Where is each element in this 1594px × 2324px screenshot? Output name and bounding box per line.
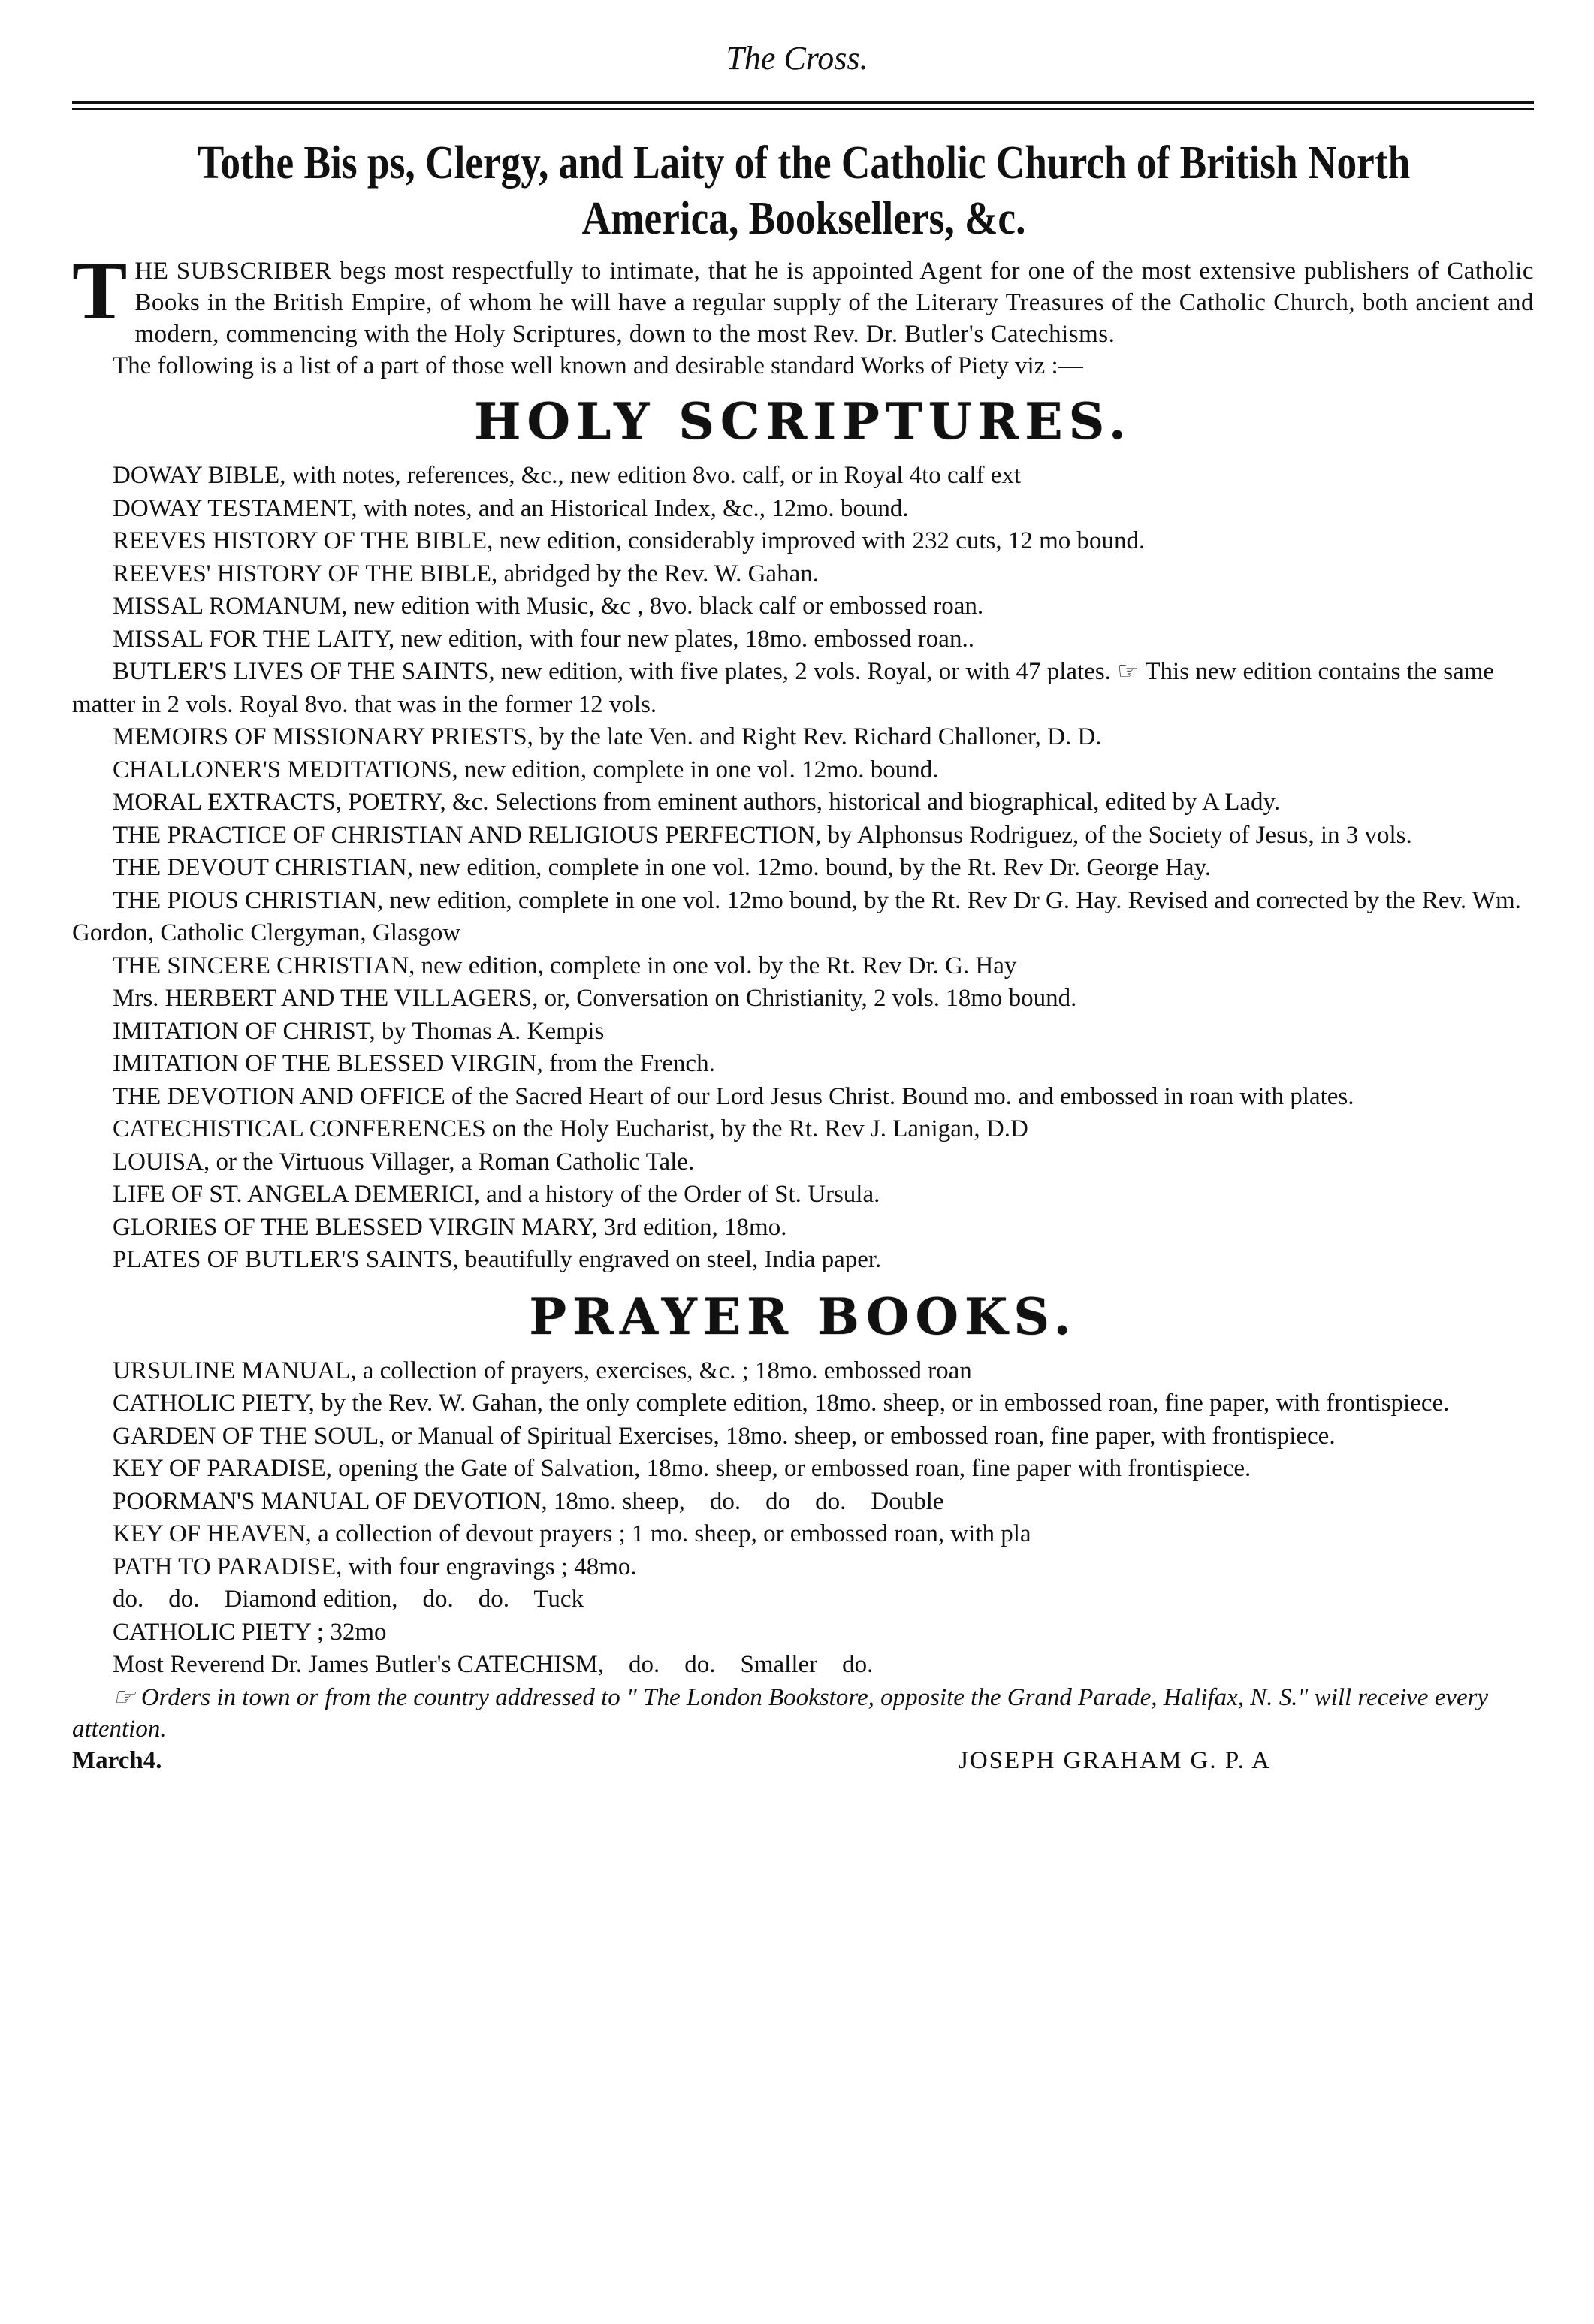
book-entry: THE DEVOTION AND OFFICE of the Sacred Heart of our Lord Jesus Christ. Bound mo. and embossed in roan with plates. — [113, 1082, 1354, 1110]
advertisement-title: Tothe Bis ps, Clergy, and Laity of the Catholic Church of British North America, Booksellers, &c. — [197, 137, 1411, 244]
book-entry: KEY OF PARADISE, opening the Gate of Salvation, 18mo. sheep, or embossed roan, fine paper with frontispiece. — [113, 1455, 1251, 1482]
holy-scriptures-list — [72, 460, 1534, 1277]
book-entry: LIFE OF ST. ANGELA DEMERICI, and a history of the Order of St. Ursula. — [113, 1181, 880, 1208]
book-entry: MISSAL ROMANUM, new edition with Music, &c , 8vo. black calf or embossed roan. — [113, 593, 984, 620]
book-entry: REEVES' HISTORY OF THE BIBLE, abridged by the Rev. W. Gahan. — [113, 560, 819, 587]
advert-date: March4. — [72, 1746, 162, 1774]
book-entry: DOWAY BIBLE, with notes, references, &c., new edition 8vo. calf, or in Royal 4to calf ext — [113, 462, 1022, 489]
book-entry: GARDEN OF THE SOUL, or Manual of Spiritual Exercises, 18mo. sheep, or embossed roan, fine paper, with frontispiece. — [113, 1422, 1336, 1450]
masthead: The Cross. — [726, 40, 868, 77]
section-heading-holy-scriptures: HOLY SCRIPTURES. — [474, 392, 1132, 451]
book-entry: PLATES OF BUTLER'S SAINTS, beautifully engraved on steel, India paper. — [113, 1246, 882, 1273]
signature-row — [72, 1745, 1534, 1778]
masthead-rule-thick — [72, 101, 1534, 104]
book-entry: CHALLONER'S MEDITATIONS, new edition, complete in one vol. 12mo. bound. — [113, 756, 939, 783]
intro-paragraph — [72, 245, 1534, 350]
book-entry: POORMAN'S MANUAL OF DEVOTION, 18mo. sheep, do. do do. Double — [113, 1487, 944, 1515]
masthead-rule-thin — [72, 108, 1534, 110]
book-entry: CATHOLIC PIETY, by the Rev. W. Gahan, the only complete edition, 18mo. sheep, or in embossed roan, fine paper, with frontispiece. — [113, 1390, 1450, 1417]
book-entry: do. do. Diamond edition, do. do. Tuck — [113, 1586, 584, 1613]
intro-text: HE SUBSCRIBER begs most respectfully to intimate, that he is appointed Agent for one of the most extensive publishers of Catholic Books in the British Empire, of whom he will have a regular supply of the Literary Treasures of the Catholic Church, both ancient and modern, commencing with the Holy Scriptures, down to the most Rev. Dr. Butler's Catechisms. — [134, 258, 1534, 348]
advertisement-body — [72, 245, 1534, 1778]
book-entry: KEY OF HEAVEN, a collection of devout prayers ; 1 mo. sheep, or embossed roan, with pla — [113, 1520, 1031, 1547]
book-entry: IMITATION OF THE BLESSED VIRGIN, from the French. — [113, 1050, 715, 1077]
section-heading-prayer-books: PRAYER BOOKS. — [529, 1287, 1077, 1346]
book-entry: LOUISA, or the Virtuous Villager, a Roman Catholic Tale. — [113, 1148, 695, 1176]
book-entry: DOWAY TESTAMENT, with notes, and an Historical Index, &c., 12mo. bound. — [113, 494, 909, 522]
book-entry: CATECHISTICAL CONFERENCES on the Holy Eucharist, by the Rt. Rev J. Lanigan, D.D — [113, 1115, 1028, 1142]
drop-cap: T — [72, 245, 128, 337]
prayer-books-list — [72, 1355, 1534, 1649]
book-entry: URSULINE MANUAL, a collection of prayers, exercises, &c. ; 18mo. embossed roan — [113, 1357, 972, 1384]
book-entry: GLORIES OF THE BLESSED VIRGIN MARY, 3rd edition, 18mo. — [113, 1213, 787, 1241]
book-entry: THE PIOUS CHRISTIAN, new edition, complete in one vol. 12mo bound, by the Rt. Rev Dr G. Hay. Revised and corrected by the Rev. Wm. Gordon, Catholic Clergyman, Glasgow — [72, 886, 1528, 946]
book-entry: BUTLER'S LIVES OF THE SAINTS, new edition, with five plates, 2 vols. Royal, or with 47 plates. ☞ This new edition contains the same matter in 2 vols. Royal 8vo. that was in the former 12 vols. — [72, 658, 1501, 718]
catechism-entry: Most Reverend Dr. James Butler's CATECHISM, do. do. Smaller do. — [113, 1651, 874, 1678]
book-entry: REEVES HISTORY OF THE BIBLE, new edition, considerably improved with 232 cuts, 12 mo bound. — [113, 527, 1146, 554]
book-entry: Mrs. HERBERT AND THE VILLAGERS, or, Conversation on Christianity, 2 vols. 18mo bound. — [113, 985, 1077, 1012]
book-entry: PATH TO PARADISE, with four engravings ; 48mo. — [113, 1553, 637, 1580]
book-entry: MORAL EXTRACTS, POETRY, &c. Selections from eminent authors, historical and biographical, edited by A Lady. — [113, 789, 1281, 816]
book-entry: THE DEVOUT CHRISTIAN, new edition, complete in one vol. 12mo. bound, by the Rt. Rev Dr. George Hay. — [113, 854, 1212, 881]
agent-signature: JOSEPH GRAHAM G. P. A — [959, 1746, 1272, 1774]
book-entry: THE SINCERE CHRISTIAN, new edition, complete in one vol. by the Rt. Rev Dr. G. Hay — [113, 952, 1017, 979]
book-entry: IMITATION OF CHRIST, by Thomas A. Kempis — [113, 1017, 605, 1045]
book-entry: MEMOIRS OF MISSIONARY PRIESTS, by the late Ven. and Right Rev. Richard Challoner, D. D. — [113, 723, 1102, 750]
intro-list-lead: The following is a list of a part of those well known and desirable standard Works of Piety viz :— — [113, 352, 1083, 379]
orders-notice: ☞ Orders in town or from the country addressed to " The London Bookstore, opposite the Grand Parade, Halifax, N. S." will receive every attention. — [72, 1683, 1489, 1743]
book-entry: THE PRACTICE OF CHRISTIAN AND RELIGIOUS PERFECTION, by Alphonsus Rodriguez, of the Society of Jesus, in 3 vols. — [113, 821, 1412, 849]
book-entry: CATHOLIC PIETY ; 32mo — [113, 1618, 387, 1646]
book-entry: MISSAL FOR THE LAITY, new edition, with four new plates, 18mo. embossed roan.. — [113, 625, 974, 653]
